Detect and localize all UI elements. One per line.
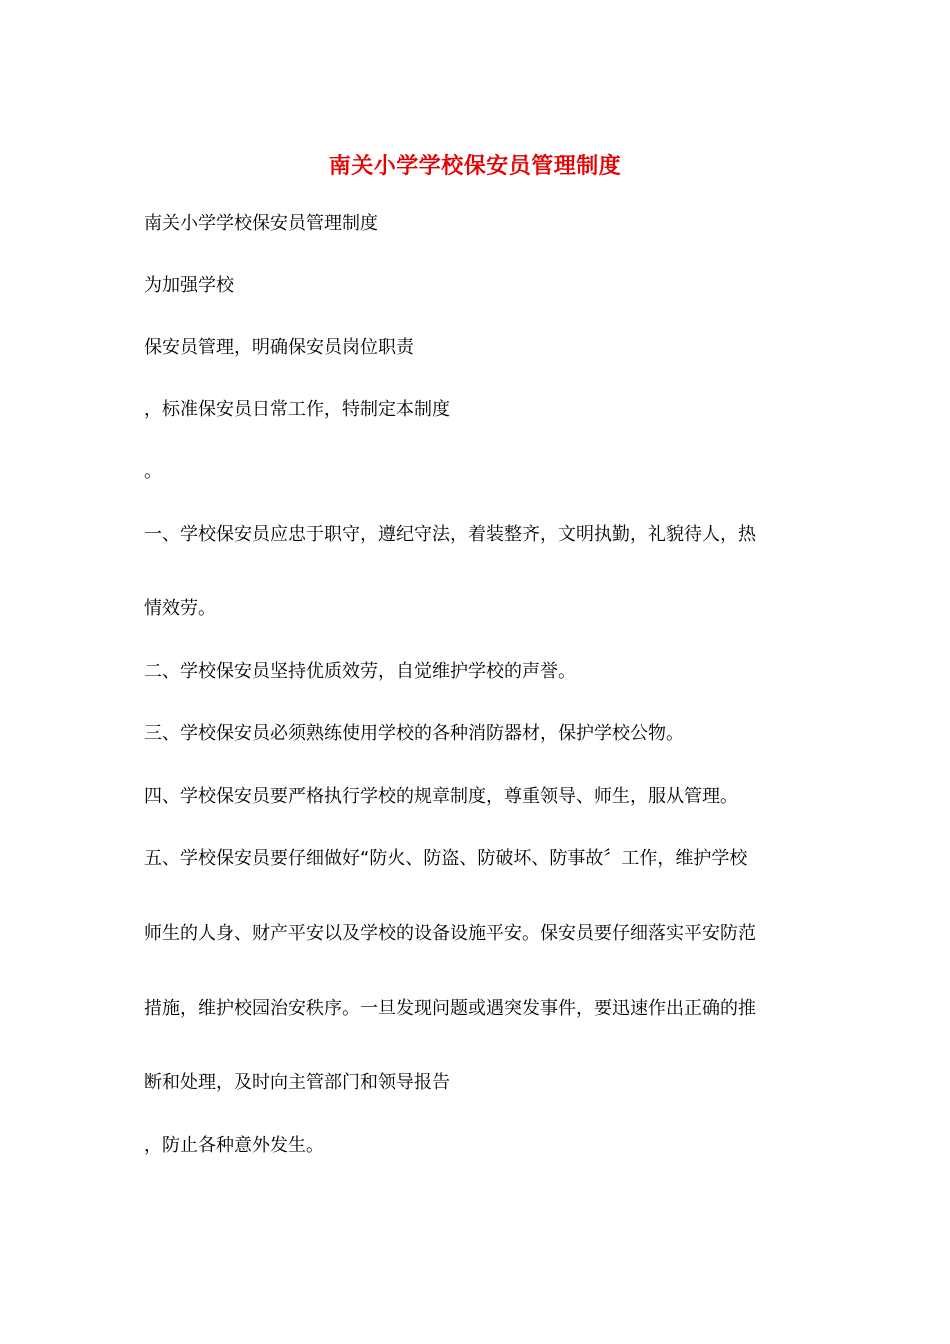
body-line-2: 为加强学校 bbox=[144, 275, 234, 296]
body-line-7: 情效劳。 bbox=[144, 598, 216, 619]
body-line-5: 。 bbox=[144, 461, 162, 482]
body-line-8: 二、学校保安员坚持优质效劳，自觉维护学校的声誉。 bbox=[144, 661, 576, 682]
body-line-15: ，防止各种意外发生。 bbox=[144, 1135, 324, 1156]
body-line-6: 一、学校保安员应忠于职守，遵纪守法，着装整齐，文明执勤，礼貌待人，热 bbox=[144, 524, 756, 545]
body-line-12: 师生的人身、财产平安以及学校的设备设施平安。保安员要仔细落实平安防范 bbox=[144, 923, 756, 944]
body-line-13: 措施，维护校园治安秩序。一旦发现问题或遇突发事件，要迅速作出正确的推 bbox=[144, 998, 756, 1019]
body-line-1: 南关小学学校保安员管理制度 bbox=[144, 213, 378, 234]
body-line-11: 五、学校保安员要仔细做好“防火、防盗、防破坏、防事故〞工作，维护学校 bbox=[144, 848, 748, 869]
body-line-3: 保安员管理，明确保安员岗位职责 bbox=[144, 337, 414, 358]
body-line-14: 断和处理，及时向主管部门和领导报告 bbox=[144, 1072, 450, 1093]
body-line-4: ，标准保安员日常工作，特制定本制度 bbox=[144, 399, 450, 420]
body-line-9: 三、学校保安员必须熟练使用学校的各种消防器材，保护学校公物。 bbox=[144, 723, 684, 744]
body-line-10: 四、学校保安员要严格执行学校的规章制度，尊重领导、师生，服从管理。 bbox=[144, 786, 738, 807]
document-title: 南关小学学校保安员管理制度 bbox=[328, 154, 622, 179]
